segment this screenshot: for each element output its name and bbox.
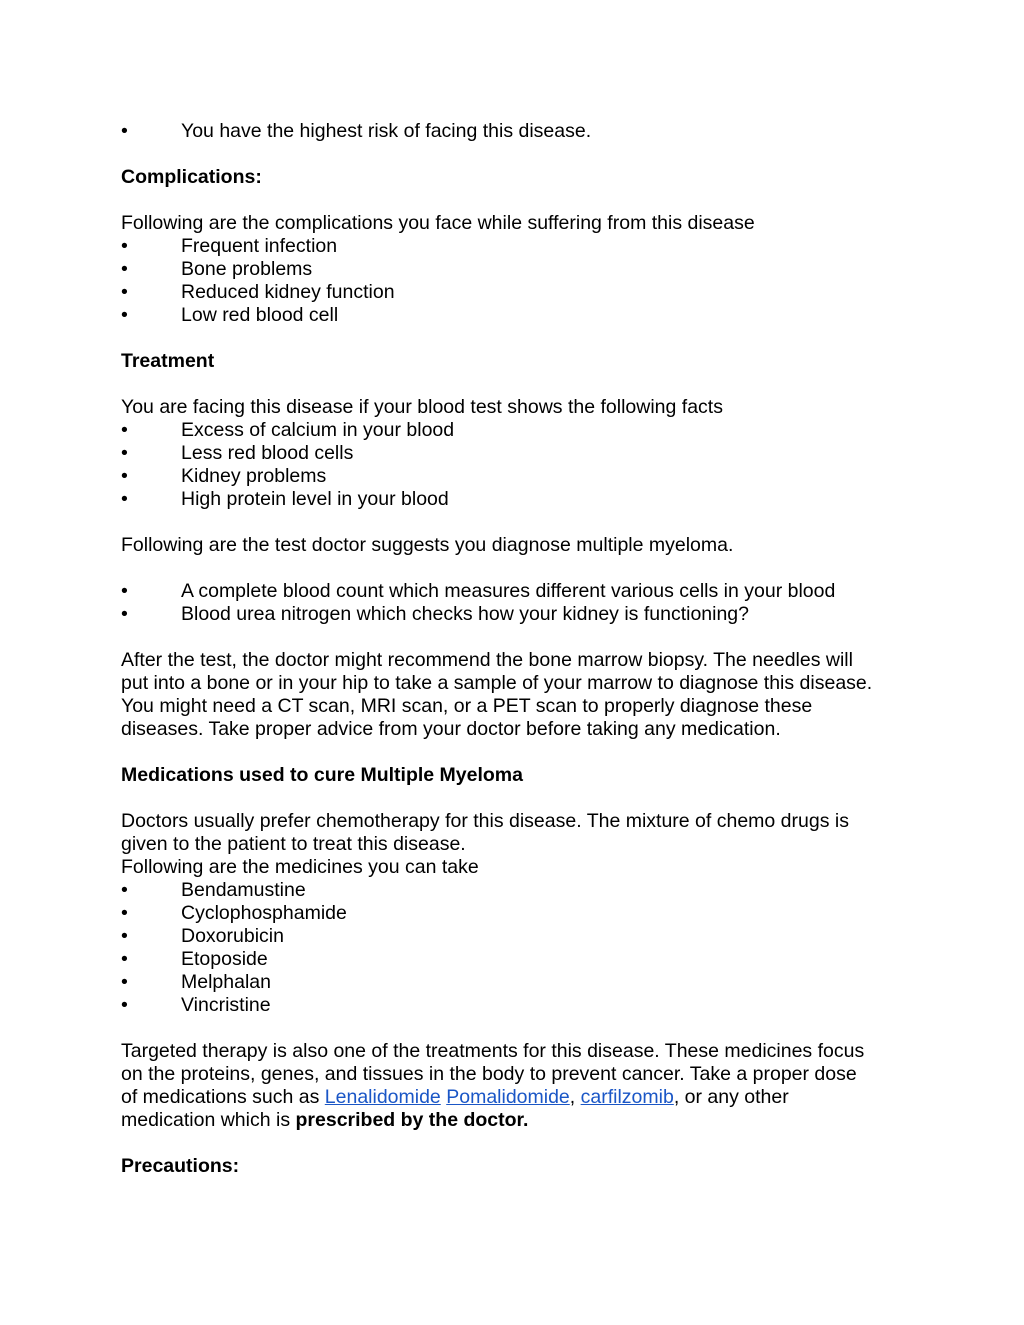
list-item-text: Cyclophosphamide (181, 902, 347, 924)
paragraph-line (121, 1109, 921, 1132)
bullet-marker: • (121, 281, 128, 303)
list-item-text: You have the highest risk of facing this disease. (181, 120, 592, 142)
paragraph-line: put into a bone or in your hip to take a sample of your marrow to diagnose this disease. (121, 672, 873, 694)
list-item-text: Bendamustine (181, 879, 306, 901)
list-item-text: Low red blood cell (181, 304, 339, 326)
precautions-heading: Precautions: (121, 1155, 240, 1177)
bullet-marker: • (121, 304, 128, 326)
list-item-text: Vincristine (181, 994, 271, 1016)
list-item-text: High protein level in your blood (181, 488, 449, 510)
pomalidomide-link[interactable]: Pomalidomide (446, 1086, 570, 1108)
bullet-marker: • (121, 120, 128, 142)
bullet-marker: • (121, 948, 128, 970)
list-item (121, 925, 921, 948)
list-item (121, 465, 921, 488)
bullet-marker: • (121, 879, 128, 901)
bullet-marker: • (121, 994, 128, 1016)
list-item (121, 603, 921, 626)
bullet-marker: • (121, 603, 128, 625)
paragraph-line: You might need a CT scan, MRI scan, or a PET scan to properly diagnose these (121, 695, 813, 717)
list-item-text: Excess of calcium in your blood (181, 419, 455, 441)
list-item (121, 902, 921, 925)
document-page (121, 120, 921, 1178)
paragraph-line: Following are the medicines you can take (121, 856, 479, 878)
text-span: medication which is (121, 1109, 296, 1131)
paragraph-line: Targeted therapy is also one of the treatments for this disease. These medicines focus (121, 1040, 865, 1062)
list-item (121, 442, 921, 465)
list-item-text: Melphalan (181, 971, 271, 993)
list-item (121, 580, 921, 603)
text-span: , or any other (673, 1086, 789, 1108)
list-item (121, 488, 921, 511)
list-item (121, 879, 921, 902)
list-item-text: Reduced kidney function (181, 281, 395, 303)
lenalidomide-link[interactable]: Lenalidomide (324, 1086, 441, 1108)
paragraph-line: given to the patient to treat this disease. (121, 833, 466, 855)
paragraph-line: on the proteins, genes, and tissues in the body to prevent cancer. Take a proper dose (121, 1063, 857, 1085)
bullet-marker: • (121, 902, 128, 924)
bullet-marker: • (121, 925, 128, 947)
paragraph-line: After the test, the doctor might recommend the bone marrow biopsy. The needles will (121, 649, 853, 671)
list-item-text: Doxorubicin (181, 925, 284, 947)
list-item (121, 120, 921, 143)
bullet-marker: • (121, 258, 128, 280)
list-item (121, 971, 921, 994)
bullet-marker: • (121, 580, 128, 602)
paragraph-line: Doctors usually prefer chemotherapy for this disease. The mixture of chemo drugs is (121, 810, 849, 832)
bold-emphasis: prescribed by the doctor. (295, 1109, 529, 1131)
bullet-marker: • (121, 465, 128, 487)
tests-intro: Following are the test doctor suggests you diagnose multiple myeloma. (121, 534, 734, 556)
text-span: , (569, 1086, 581, 1108)
treatment-heading: Treatment (121, 350, 215, 372)
list-item (121, 235, 921, 258)
bullet-marker: • (121, 442, 128, 464)
paragraph-line-with-links (121, 1086, 921, 1109)
treatment-intro: You are facing this disease if your blood test shows the following facts (121, 396, 723, 418)
bullet-marker: • (121, 971, 128, 993)
list-item-text: A complete blood count which measures different various cells in your blood (181, 580, 836, 602)
list-item-text: Blood urea nitrogen which checks how your kidney is functioning? (181, 603, 749, 625)
list-item (121, 419, 921, 442)
complications-intro: Following are the complications you face while suffering from this disease (121, 212, 755, 234)
list-item-text: Kidney problems (181, 465, 327, 487)
text-span: of medications such as (121, 1086, 325, 1108)
list-item (121, 258, 921, 281)
list-item-text: Bone problems (181, 258, 313, 280)
complications-heading: Complications: (121, 166, 262, 188)
bullet-marker: • (121, 235, 128, 257)
list-item-text: Etoposide (181, 948, 268, 970)
bullet-marker: • (121, 419, 128, 441)
list-item-text: Less red blood cells (181, 442, 354, 464)
list-item-text: Frequent infection (181, 235, 338, 257)
carfilzomib-link[interactable]: carfilzomib (580, 1086, 674, 1108)
list-item (121, 948, 921, 971)
list-item (121, 281, 921, 304)
medications-heading: Medications used to cure Multiple Myeloma (121, 764, 523, 786)
bullet-marker: • (121, 488, 128, 510)
list-item (121, 304, 921, 327)
list-item (121, 994, 921, 1017)
paragraph-line: diseases. Take proper advice from your doctor before taking any medication. (121, 718, 781, 740)
